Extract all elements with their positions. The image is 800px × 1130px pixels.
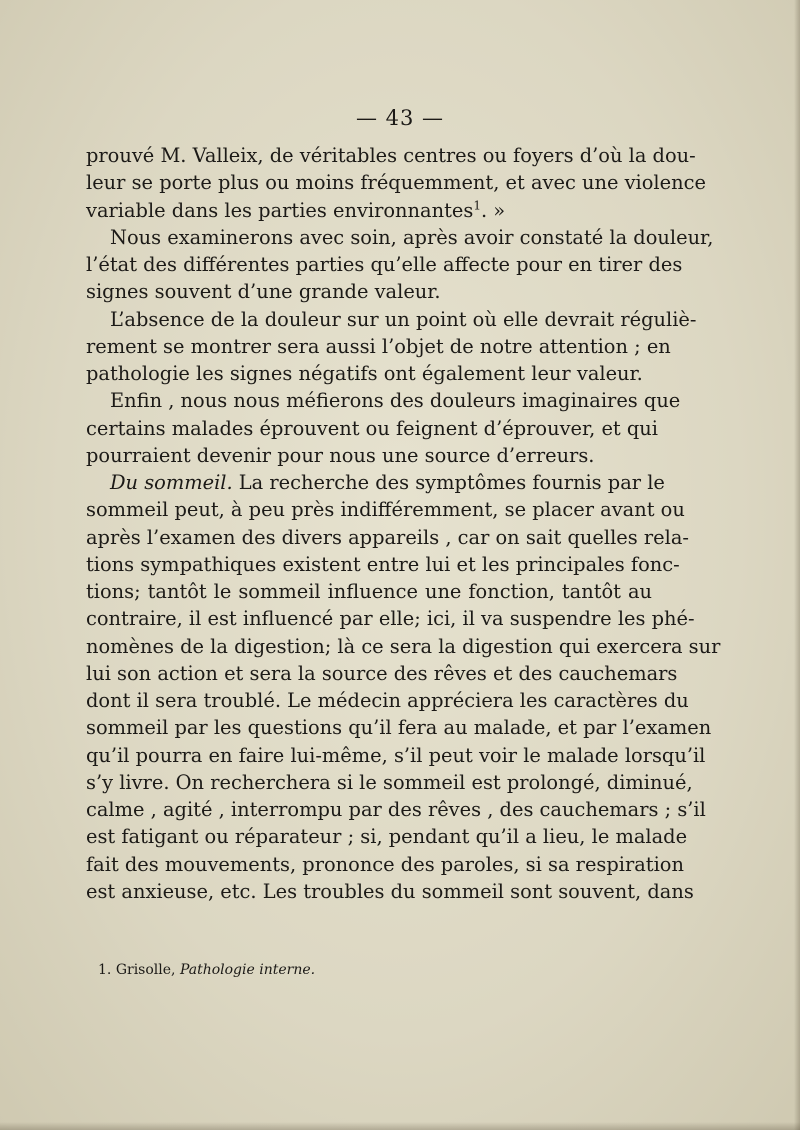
text-line	[86, 878, 694, 905]
line-text: dont il sera troublé. Le médecin appréciera les caractères du	[86, 689, 689, 712]
line-text: calme , agité , interrompu par des rêves , des cauchemars ; s’il	[86, 798, 706, 821]
line-tail: . »	[480, 198, 506, 222]
page-bottom-shadow	[0, 1122, 800, 1130]
text-line	[86, 660, 678, 687]
footnote-title: Pathologie interne.	[179, 962, 316, 978]
text-line	[86, 633, 721, 660]
text-line	[86, 360, 652, 387]
text-line	[86, 551, 680, 578]
line-text: La recherche des symptômes fournis par le	[232, 471, 665, 494]
text-line	[86, 687, 689, 714]
line-text: prouvé M. Valleix, de véritables centres ou foyers d’où la dou-	[86, 144, 696, 167]
text-line	[86, 823, 688, 850]
section-heading: Du sommeil.	[110, 471, 233, 494]
line-text: est fatigant ou réparateur ; si, pendant qu’il a lieu, le malade	[86, 825, 688, 849]
line-text: rement se montrer sera aussi l’objet de notre attention ; en	[86, 334, 671, 358]
text-line	[86, 605, 695, 632]
line-text: signes souvent d’une grande valeur.	[86, 280, 441, 304]
text-line	[86, 469, 665, 496]
body-text	[86, 142, 721, 905]
line-text: leur se porte plus ou moins fréquemment, et avec une violence	[86, 171, 706, 195]
text-line	[86, 796, 706, 823]
line-text: contraire, il est influencé par elle; ici, il va suspendre les phé-	[86, 607, 695, 631]
line-text: Enfin , nous nous méfierons des douleurs imaginaires que	[110, 389, 681, 413]
text-line	[86, 224, 714, 251]
text-line	[86, 769, 693, 796]
line-text: pourraient devenir pour nous une source d’erreurs.	[86, 443, 595, 467]
line-text: qu’il pourra en faire lui-même, s’il peut voir le malade lorsqu’il	[86, 743, 706, 767]
line-text: tions sympathiques existent entre lui et les principales fonc-	[86, 552, 680, 576]
text-line	[86, 251, 683, 278]
line-text: s’y livre. On recherchera si le sommeil est prolongé, diminué,	[86, 770, 693, 794]
line-text: pathologie les signes négatifs ont également leur valeur.	[86, 362, 643, 385]
line-text: est anxieuse, etc. Les troubles du sommeil sont souvent, dans	[86, 879, 694, 903]
text-line	[86, 333, 671, 360]
text-line	[86, 306, 697, 333]
line-text: L’absence de la douleur sur un point où elle devrait réguliè-	[110, 307, 697, 331]
line-text: tions; tantôt le sommeil influence une fonction, tantôt au	[86, 580, 652, 603]
line-text: nomènes de la digestion; là ce sera la digestion qui exercera sur	[86, 634, 721, 658]
footnote-marker: 1	[473, 198, 481, 213]
text-line	[86, 742, 706, 769]
line-text: sommeil par les questions qu’il fera au malade, et par l’examen	[86, 716, 712, 740]
text-line	[86, 851, 684, 878]
line-text: fait des mouvements, prononce des paroles, si sa respiration	[86, 852, 684, 876]
line-text: l’état des différentes parties qu’elle affecte pour en tirer des	[86, 253, 683, 276]
text-line	[86, 496, 685, 523]
text-line	[86, 387, 681, 414]
line-text: lui son action et sera la source des rêves et des cauchemars	[86, 661, 678, 685]
text-line	[86, 714, 712, 741]
footnote-author: Grisolle,	[115, 962, 176, 978]
text-line	[86, 578, 652, 605]
footnote	[98, 962, 315, 978]
line-text: certains malades éprouvent ou feignent d’éprouver, et qui	[86, 416, 658, 440]
footnote-number: 1.	[98, 962, 112, 978]
line-text: variable dans les parties environnantes	[86, 198, 474, 222]
page-edge-shadow	[794, 0, 800, 1130]
text-line	[86, 415, 658, 442]
text-line	[86, 142, 696, 169]
text-line	[86, 197, 652, 224]
line-text: sommeil peut, à peu près indifféremment, se placer avant ou	[86, 498, 685, 522]
text-line	[86, 442, 652, 469]
page-number: — 43 —	[355, 106, 445, 130]
text-line	[86, 524, 689, 551]
line-text: après l’examen des divers appareils , car on sait quelles rela-	[86, 525, 689, 549]
line-text: Nous examinerons avec soin, après avoir constaté la douleur,	[110, 225, 714, 249]
text-line	[86, 278, 652, 305]
text-line	[86, 169, 706, 196]
